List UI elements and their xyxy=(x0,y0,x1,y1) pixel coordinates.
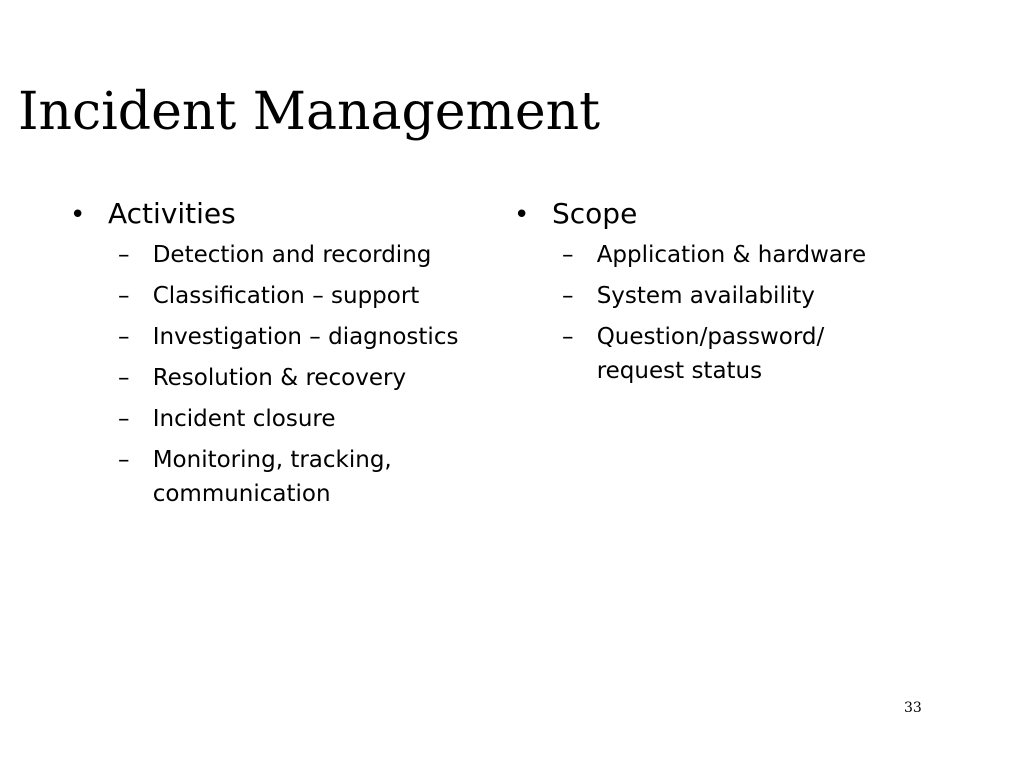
scope-list xyxy=(514,238,914,388)
dash-icon: – xyxy=(118,283,130,309)
slide-title: Incident Management xyxy=(18,82,601,142)
scope-column xyxy=(514,194,914,395)
list-item-text: Investigation – diagnostics xyxy=(152,324,459,350)
list-item xyxy=(118,320,470,354)
dash-icon: – xyxy=(118,365,130,391)
list-item-text: Incident closure xyxy=(152,406,336,432)
list-item xyxy=(118,402,470,436)
list-item xyxy=(118,361,470,395)
list-item xyxy=(562,320,914,388)
bullet-icon: • xyxy=(514,200,530,230)
page-number: 33 xyxy=(904,700,922,716)
dash-icon: – xyxy=(118,406,130,432)
bullet-icon: • xyxy=(70,200,86,230)
scope-bullet xyxy=(514,194,914,234)
list-item xyxy=(562,238,914,272)
dash-icon: – xyxy=(118,242,130,268)
list-item-text: Monitoring, tracking, communication xyxy=(152,447,392,507)
activities-heading: Activities xyxy=(108,197,236,230)
list-item xyxy=(562,279,914,313)
dash-icon: – xyxy=(118,447,130,473)
list-item-text: System availability xyxy=(596,283,815,309)
list-item-text: Detection and recording xyxy=(152,242,432,268)
dash-icon: – xyxy=(562,324,574,350)
activities-list xyxy=(70,238,470,511)
dash-icon: – xyxy=(562,242,574,268)
list-item xyxy=(118,279,470,313)
list-item-text: Resolution & recovery xyxy=(152,365,407,391)
dash-icon: – xyxy=(118,324,130,350)
activities-bullet xyxy=(70,194,470,234)
activities-column xyxy=(70,194,470,518)
list-item xyxy=(118,443,470,511)
scope-heading: Scope xyxy=(552,197,638,230)
dash-icon: – xyxy=(562,283,574,309)
list-item-text: Question/password/ request status xyxy=(596,324,825,384)
list-item xyxy=(118,238,470,272)
list-item-text: Classification – support xyxy=(152,283,420,309)
list-item-text: Application & hardware xyxy=(596,242,867,268)
